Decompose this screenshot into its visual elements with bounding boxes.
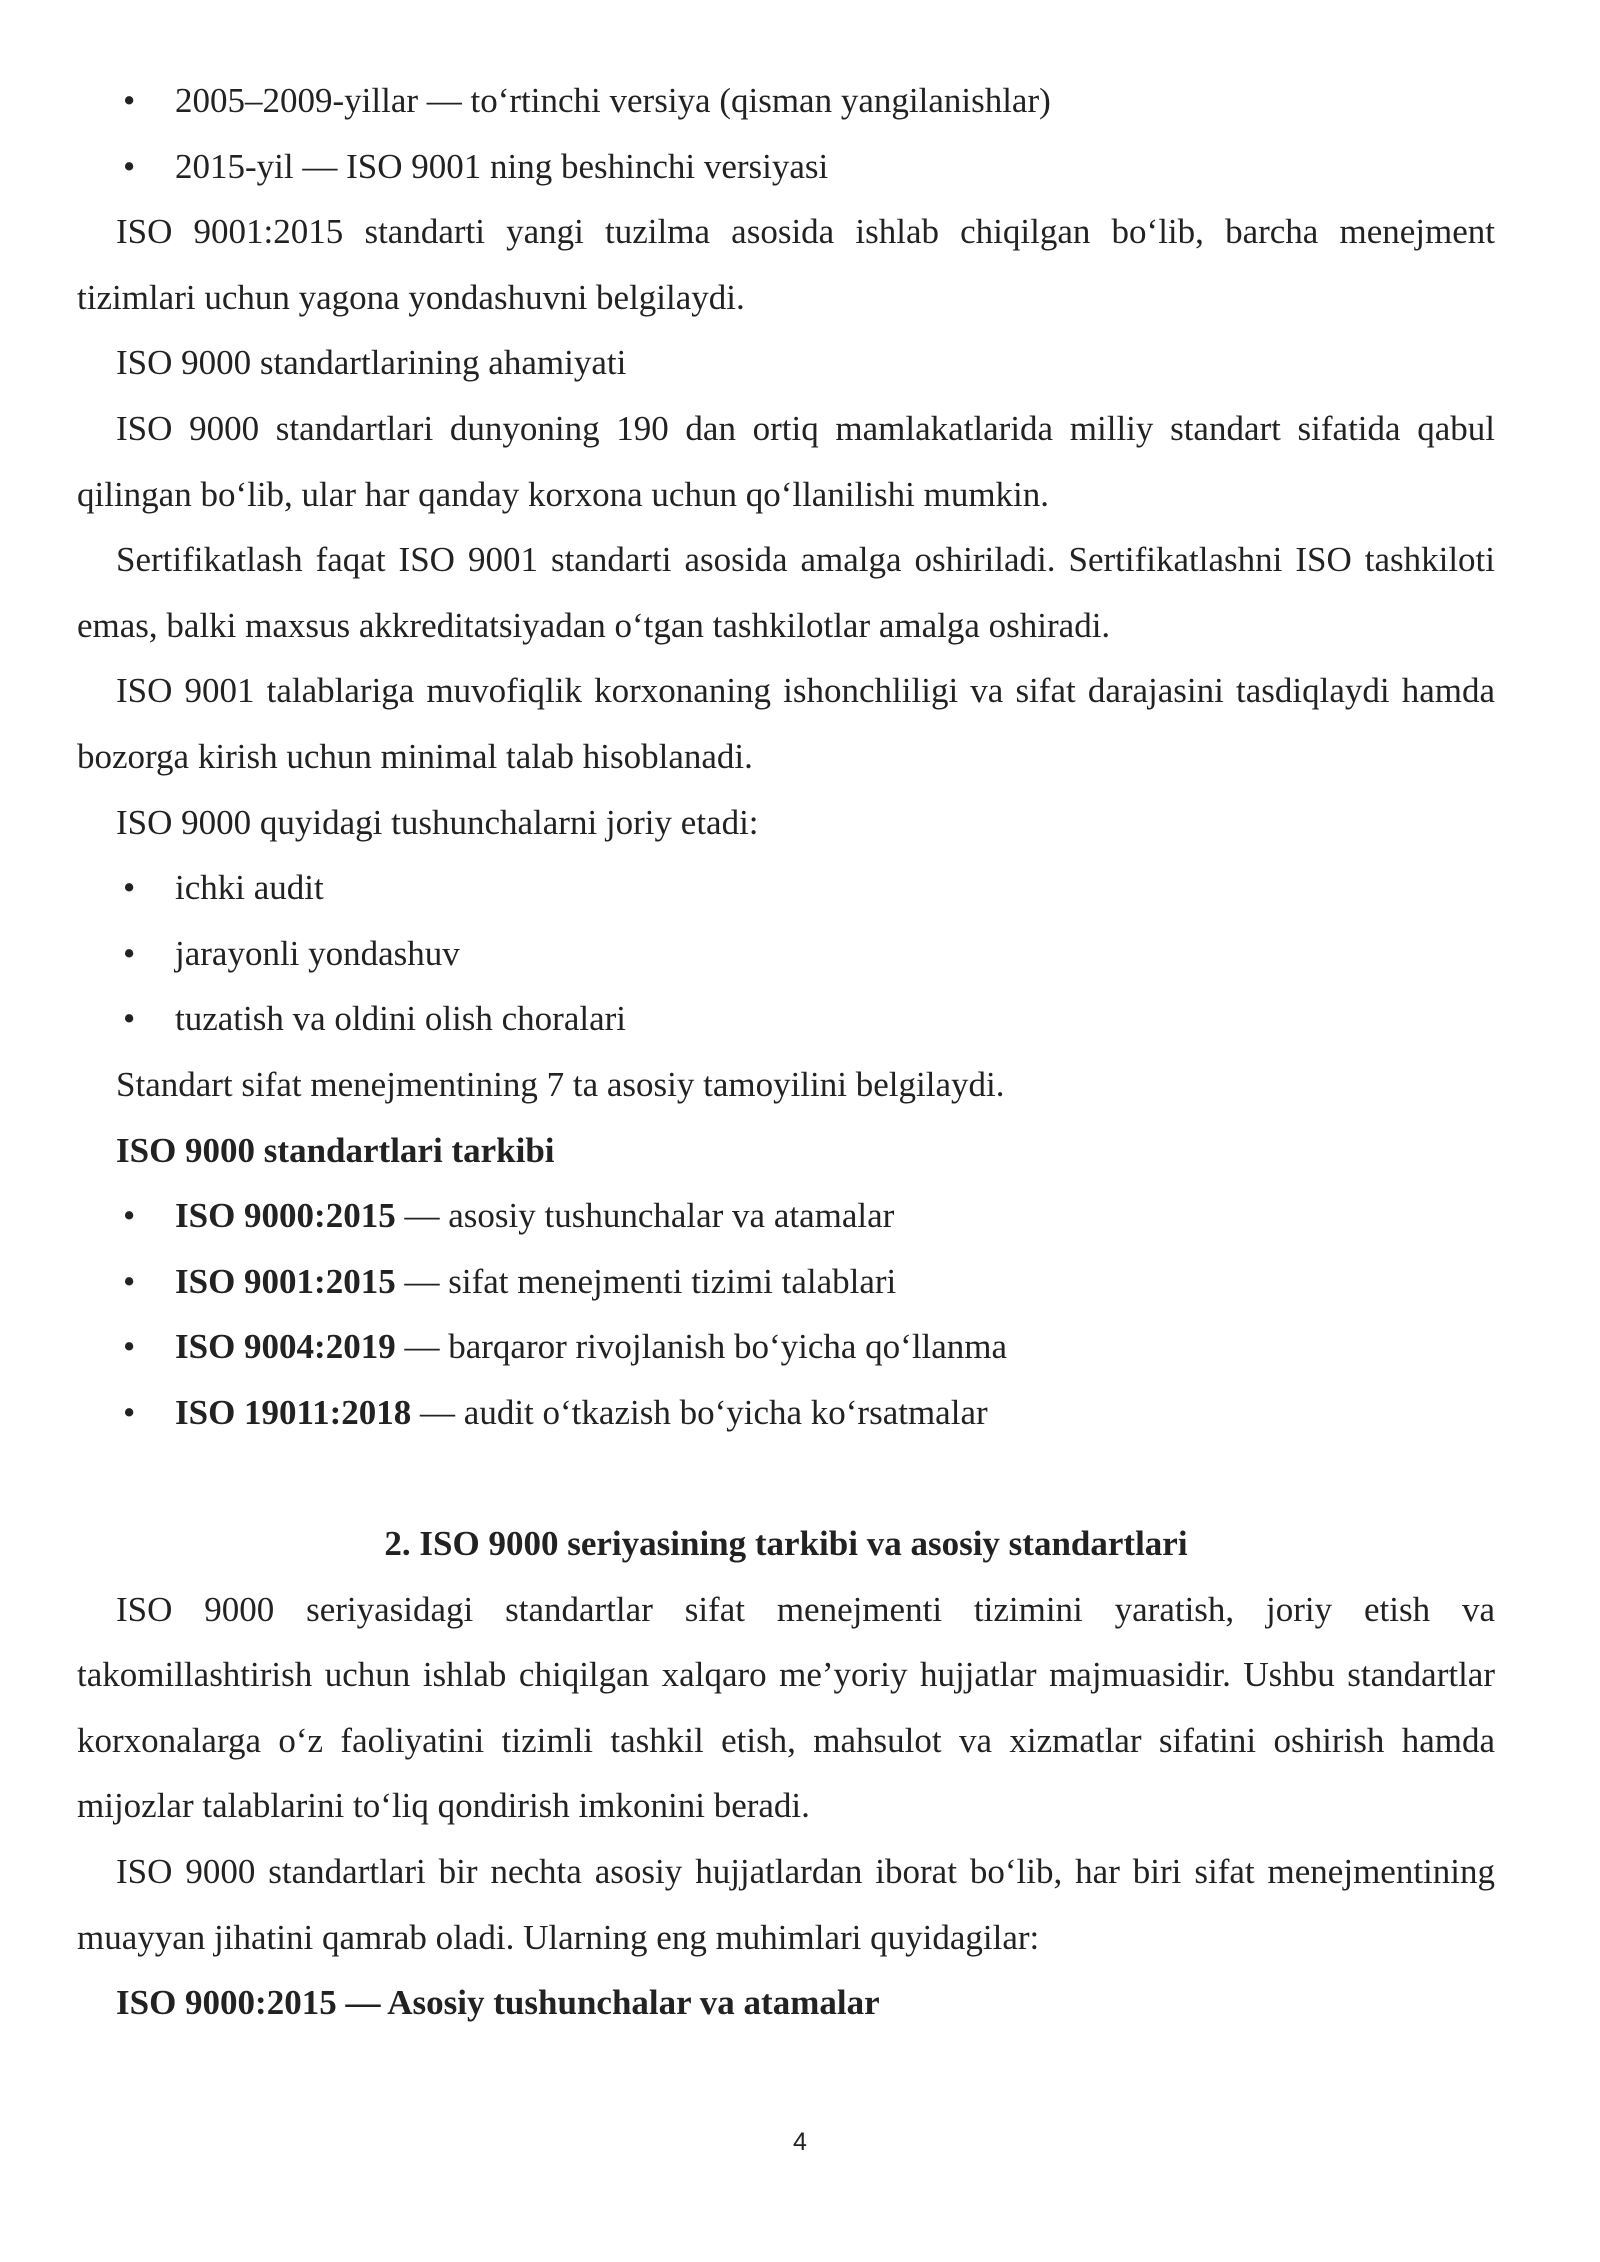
bullet-icon: • <box>123 81 136 120</box>
list-item <box>77 1380 1495 1446</box>
blank-line <box>77 1445 1495 1511</box>
page-content <box>77 68 1495 2036</box>
list-item-text: ichki audit <box>175 868 324 908</box>
list-item <box>77 1249 1495 1315</box>
list-item <box>77 1314 1495 1380</box>
paragraph-title: ISO 9000 standartlarining ahamiyati <box>116 343 627 383</box>
paragraph: ISO 9000 standartlari bir nechta asosiy hujjatlardan iborat bo‘lib, har biri sifat menejmentining muayyan jihatini qamrab oladi. Ularning eng muhimlari quyidagilar: <box>77 1852 1495 1957</box>
standard-code: ISO 9004:2019 <box>175 1327 396 1367</box>
bullet-icon: • <box>123 1196 136 1236</box>
standard-description: — sifat menejmenti tizimi talablari <box>395 1261 897 1301</box>
list-item-text: 2015-yil — ISO 9001 ning beshinchi versiyasi <box>175 146 829 186</box>
bullet-icon: • <box>123 1327 136 1367</box>
paragraph: Sertifikatlash faqat ISO 9001 standarti asosida amalga oshiriladi. Sertifikatlashni ISO tashkiloti emas, balki maxsus akkreditatsiyadan o‘tgan tashkilotlar amalga oshiradi. <box>77 540 1495 645</box>
standard-code: ISO 19011:2018 <box>175 1392 412 1432</box>
paragraph: ISO 9001 talablariga muvofiqlik korxonaning ishonchliligi va sifat darajasini tasdiqlaydi hamda bozorga kirish uchun minimal talab hisoblanadi. <box>77 671 1495 776</box>
list-item <box>77 68 1495 134</box>
list-item <box>77 1183 1495 1249</box>
bullet-icon: • <box>123 999 136 1039</box>
standard-code: ISO 9000:2015 <box>175 1196 396 1236</box>
paragraph: ISO 9001:2015 standarti yangi tuzilma asosida ishlab chiqilgan bo‘lib, barcha menejment tizimlari uchun yagona yondashuvni belgilaydi. <box>77 212 1495 317</box>
list-item <box>77 855 1495 921</box>
section-heading: 2. ISO 9000 seriyasining tarkibi va asosiy standartlari <box>384 1524 1188 1564</box>
paragraph: ISO 9000 standartlari dunyoning 190 dan ortiq mamlakatlarida milliy standart sifatida qabul qilingan bo‘lib, ular har qanday korxona uchun qo‘llanilishi mumkin. <box>77 408 1495 514</box>
list-item <box>77 134 1495 200</box>
standard-code: ISO 9001:2015 <box>175 1261 396 1301</box>
list-item <box>77 921 1495 987</box>
list-item-text: jarayonli yondashuv <box>175 933 460 973</box>
list-item <box>77 986 1495 1052</box>
bullet-icon: • <box>123 933 136 973</box>
bullet-icon: • <box>123 146 136 186</box>
paragraph: ISO 9000 quyidagi tushunchalarni joriy etadi: <box>116 802 759 842</box>
list-item-text: tuzatish va oldini olish choralari <box>175 999 627 1039</box>
paragraph: ISO 9000 seriyasidagi standartlar sifat menejmenti tizimini yaratish, joriy etish va takomillashtirish uchun ishlab chiqilgan xalqaro me’yoriy hujjatlar majmuasidir. Ushbu standartlar korxonalarga o‘z faoliyatini tizimli tashkil etish, mahsulot va xizmatlar sifatini oshirish hamda mijozlar talablarini to‘liq qondirish imkonini beradi. <box>77 1589 1495 1826</box>
standard-description: — asosiy tushunchalar va atamalar <box>395 1196 895 1236</box>
paragraph: Standart sifat menejmentining 7 ta asosiy tamoyilini belgilaydi. <box>116 1064 1005 1104</box>
standard-description: — audit o‘tkazish bo‘yicha ko‘rsatmalar <box>411 1392 988 1432</box>
bullet-icon: • <box>123 1261 136 1301</box>
page-number: 4 <box>793 2128 807 2156</box>
list-item-text: 2005–2009-yillar — to‘rtinchi versiya (qisman yangilanishlar) <box>175 81 1051 120</box>
bullet-icon: • <box>123 868 136 908</box>
bullet-icon: • <box>123 1392 136 1432</box>
composition-heading: ISO 9000 standartlari tarkibi <box>116 1130 555 1170</box>
standard-description: — barqaror rivojlanish bo‘yicha qo‘llanma <box>395 1327 1008 1367</box>
subheading: ISO 9000:2015 — Asosiy tushunchalar va atamalar <box>116 1983 880 2023</box>
